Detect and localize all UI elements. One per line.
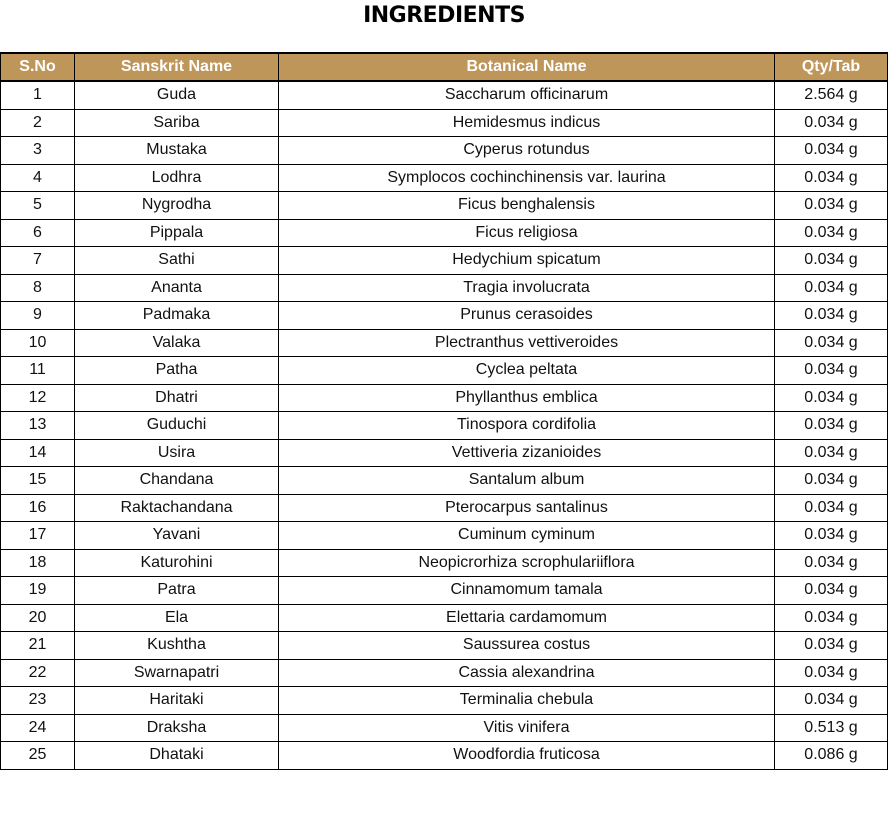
serial-number-cell: 8 <box>1 274 75 302</box>
quantity-cell: 0.034 g <box>775 357 888 385</box>
serial-number-cell: 20 <box>1 604 75 632</box>
botanical-name-cell: Woodfordia fruticosa <box>279 742 775 770</box>
botanical-name-cell: Elettaria cardamomum <box>279 604 775 632</box>
serial-number-cell: 21 <box>1 632 75 660</box>
botanical-name-cell: Cassia alexandrina <box>279 659 775 687</box>
serial-number-cell: 24 <box>1 714 75 742</box>
serial-number-cell: 6 <box>1 219 75 247</box>
quantity-cell: 0.034 g <box>775 329 888 357</box>
botanical-name-cell: Prunus cerasoides <box>279 302 775 330</box>
serial-number-cell: 14 <box>1 439 75 467</box>
botanical-name-cell: Ficus religiosa <box>279 219 775 247</box>
quantity-cell: 0.034 g <box>775 467 888 495</box>
serial-number-cell: 15 <box>1 467 75 495</box>
sanskrit-name-cell: Guduchi <box>75 412 279 440</box>
table-row <box>1 494 888 522</box>
botanical-name-cell: Terminalia chebula <box>279 687 775 715</box>
table-row <box>1 219 888 247</box>
table-row <box>1 632 888 660</box>
sanskrit-name-cell: Patha <box>75 357 279 385</box>
quantity-cell: 0.034 g <box>775 412 888 440</box>
table-row <box>1 439 888 467</box>
sanskrit-name-cell: Guda <box>75 81 279 109</box>
table-row <box>1 577 888 605</box>
botanical-name-cell: Hemidesmus indicus <box>279 109 775 137</box>
quantity-cell: 0.034 g <box>775 192 888 220</box>
botanical-name-cell: Cuminum cyminum <box>279 522 775 550</box>
quantity-cell: 0.034 g <box>775 604 888 632</box>
table-row <box>1 274 888 302</box>
botanical-name-cell: Cyperus rotundus <box>279 137 775 165</box>
botanical-name-cell: Tinospora cordifolia <box>279 412 775 440</box>
table-row <box>1 164 888 192</box>
botanical-name-cell: Saussurea costus <box>279 632 775 660</box>
quantity-cell: 0.034 g <box>775 164 888 192</box>
quantity-cell: 2.564 g <box>775 81 888 109</box>
table-body <box>1 81 888 769</box>
botanical-name-cell: Vitis vinifera <box>279 714 775 742</box>
quantity-cell: 0.034 g <box>775 522 888 550</box>
sanskrit-name-cell: Dhataki <box>75 742 279 770</box>
botanical-name-cell: Cinnamomum tamala <box>279 577 775 605</box>
page-title: INGREDIENTS <box>363 3 525 28</box>
header-botanical-name: Botanical Name <box>279 53 775 81</box>
botanical-name-cell: Hedychium spicatum <box>279 247 775 275</box>
serial-number-cell: 25 <box>1 742 75 770</box>
sanskrit-name-cell: Mustaka <box>75 137 279 165</box>
table-header-row <box>1 53 888 81</box>
sanskrit-name-cell: Yavani <box>75 522 279 550</box>
serial-number-cell: 12 <box>1 384 75 412</box>
serial-number-cell: 11 <box>1 357 75 385</box>
botanical-name-cell: Symplocos cochinchinensis var. laurina <box>279 164 775 192</box>
serial-number-cell: 10 <box>1 329 75 357</box>
serial-number-cell: 17 <box>1 522 75 550</box>
quantity-cell: 0.034 g <box>775 687 888 715</box>
botanical-name-cell: Phyllanthus emblica <box>279 384 775 412</box>
table-row <box>1 714 888 742</box>
quantity-cell: 0.034 g <box>775 274 888 302</box>
quantity-cell: 0.034 g <box>775 577 888 605</box>
serial-number-cell: 1 <box>1 81 75 109</box>
serial-number-cell: 16 <box>1 494 75 522</box>
serial-number-cell: 13 <box>1 412 75 440</box>
sanskrit-name-cell: Sathi <box>75 247 279 275</box>
header-quantity-per-tablet: Qty/Tab <box>775 53 888 81</box>
header-serial-number: S.No <box>1 53 75 81</box>
table-row <box>1 384 888 412</box>
sanskrit-name-cell: Chandana <box>75 467 279 495</box>
quantity-cell: 0.034 g <box>775 109 888 137</box>
quantity-cell: 0.034 g <box>775 137 888 165</box>
ingredients-table <box>0 52 888 770</box>
quantity-cell: 0.086 g <box>775 742 888 770</box>
table-row <box>1 687 888 715</box>
table-row <box>1 137 888 165</box>
quantity-cell: 0.513 g <box>775 714 888 742</box>
table-row <box>1 549 888 577</box>
quantity-cell: 0.034 g <box>775 494 888 522</box>
quantity-cell: 0.034 g <box>775 219 888 247</box>
sanskrit-name-cell: Sariba <box>75 109 279 137</box>
table-row <box>1 329 888 357</box>
botanical-name-cell: Neopicrorhiza scrophulariiflora <box>279 549 775 577</box>
serial-number-cell: 7 <box>1 247 75 275</box>
serial-number-cell: 9 <box>1 302 75 330</box>
serial-number-cell: 5 <box>1 192 75 220</box>
botanical-name-cell: Pterocarpus santalinus <box>279 494 775 522</box>
quantity-cell: 0.034 g <box>775 549 888 577</box>
sanskrit-name-cell: Katurohini <box>75 549 279 577</box>
table-row <box>1 604 888 632</box>
botanical-name-cell: Saccharum officinarum <box>279 81 775 109</box>
sanskrit-name-cell: Valaka <box>75 329 279 357</box>
sanskrit-name-cell: Usira <box>75 439 279 467</box>
table-row <box>1 742 888 770</box>
quantity-cell: 0.034 g <box>775 247 888 275</box>
serial-number-cell: 18 <box>1 549 75 577</box>
table-row <box>1 659 888 687</box>
botanical-name-cell: Tragia involucrata <box>279 274 775 302</box>
sanskrit-name-cell: Kushtha <box>75 632 279 660</box>
table-row <box>1 192 888 220</box>
sanskrit-name-cell: Ela <box>75 604 279 632</box>
serial-number-cell: 3 <box>1 137 75 165</box>
sanskrit-name-cell: Pippala <box>75 219 279 247</box>
sanskrit-name-cell: Patra <box>75 577 279 605</box>
botanical-name-cell: Cyclea peltata <box>279 357 775 385</box>
table-row <box>1 247 888 275</box>
table-row <box>1 467 888 495</box>
botanical-name-cell: Santalum album <box>279 467 775 495</box>
table-row <box>1 81 888 109</box>
serial-number-cell: 23 <box>1 687 75 715</box>
sanskrit-name-cell: Lodhra <box>75 164 279 192</box>
quantity-cell: 0.034 g <box>775 439 888 467</box>
quantity-cell: 0.034 g <box>775 302 888 330</box>
quantity-cell: 0.034 g <box>775 659 888 687</box>
sanskrit-name-cell: Swarnapatri <box>75 659 279 687</box>
serial-number-cell: 19 <box>1 577 75 605</box>
quantity-cell: 0.034 g <box>775 384 888 412</box>
sanskrit-name-cell: Raktachandana <box>75 494 279 522</box>
sanskrit-name-cell: Ananta <box>75 274 279 302</box>
sanskrit-name-cell: Draksha <box>75 714 279 742</box>
table-row <box>1 357 888 385</box>
serial-number-cell: 2 <box>1 109 75 137</box>
header-sanskrit-name: Sanskrit Name <box>75 53 279 81</box>
sanskrit-name-cell: Nygrodha <box>75 192 279 220</box>
serial-number-cell: 22 <box>1 659 75 687</box>
serial-number-cell: 4 <box>1 164 75 192</box>
table-row <box>1 412 888 440</box>
table-row <box>1 302 888 330</box>
table-row <box>1 109 888 137</box>
quantity-cell: 0.034 g <box>775 632 888 660</box>
botanical-name-cell: Plectranthus vettiveroides <box>279 329 775 357</box>
sanskrit-name-cell: Padmaka <box>75 302 279 330</box>
sanskrit-name-cell: Haritaki <box>75 687 279 715</box>
sanskrit-name-cell: Dhatri <box>75 384 279 412</box>
botanical-name-cell: Ficus benghalensis <box>279 192 775 220</box>
botanical-name-cell: Vettiveria zizanioides <box>279 439 775 467</box>
table-row <box>1 522 888 550</box>
